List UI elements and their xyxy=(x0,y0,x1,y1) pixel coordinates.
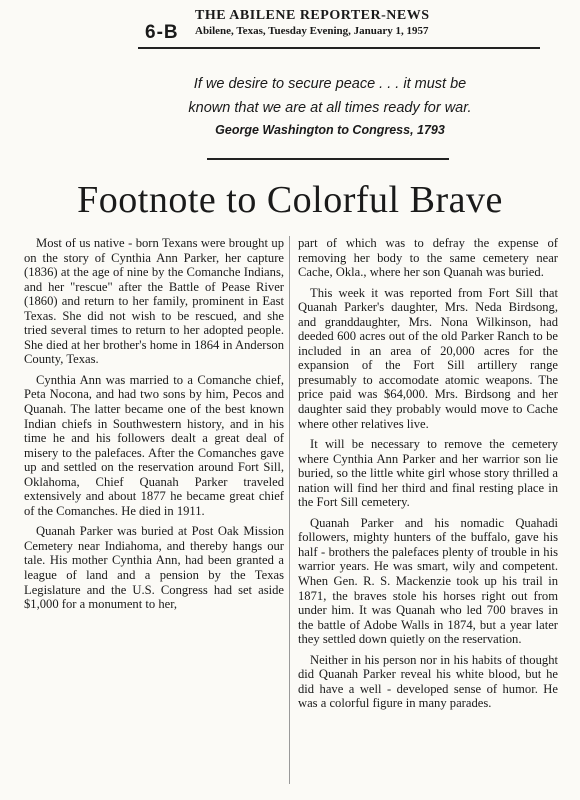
quote-line-1: If we desire to secure peace . . . it must be xyxy=(193,76,467,92)
paragraph: Quanah Parker was buried at Post Oak Mission Cemetery near Indiahoma, and thereby hangs our tale. His mother Cynthia Ann, had been granted a league of land and a pension by the Texas Legislature and the U.S. Congress had set aside $1,000 for a monument to her, xyxy=(24,524,284,612)
quote-line-2: known that we are at all times ready for war. xyxy=(188,100,472,116)
paper-name: THE ABILENE REPORTER-NEWS xyxy=(195,8,430,23)
paragraph: Neither in his person nor in his habits of thought did Quanah Parker reveal his white blood, but he did have a well - developed sense of humor. He was a colorful figure in many parades. xyxy=(298,652,558,711)
quote-attribution: George Washington to Congress, 1793 xyxy=(215,123,445,137)
paragraph: Cynthia Ann was married to a Comanche chief, Peta Nocona, and had two sons by him, Pecos and Quanah. The latter became one of the best known Indian chiefs in Southwestern history, and in his time he and his followers dealt a great deal of misery to the palefaces. After the Comanches gave up and settled on the reservation around Fort Sill, Oklahoma, Chief Quanah Parker traveled extensively and about 1877 he became great chief of the Comanches. He died in 1911. xyxy=(24,372,284,518)
masthead xyxy=(195,8,495,37)
page-number: 6-B xyxy=(145,22,179,43)
quote-rule xyxy=(207,158,449,160)
paragraph: part of which was to defray the expense of removing her body to the same cemetery near Cache, Okla., where her son Quanah was buried. xyxy=(298,236,558,280)
paragraph: Quanah Parker and his nomadic Quahadi followers, mighty hunters of the buffalo, gave his half - brothers the palefaces plenty of trouble in his warrior years. He was smart, wily and competent. When Gen. R. S. Mackenzie took up his trail in 1871, the braves stole his horses right out from under him. It was Quanah who led 700 braves in the battle of Adobe Walls in 1874, but a year later they settled down quietly on the reservation. xyxy=(298,515,558,647)
editorial-quote xyxy=(140,72,520,137)
column-divider xyxy=(289,236,290,784)
masthead-rule xyxy=(138,47,540,49)
paragraph: It will be necessary to remove the cemetery where Cynthia Ann Parker and her warrior son lie buried, so the little white girl whose story thrilled a nation will find her third and final resting place in the Fort Sill cemetery. xyxy=(298,437,558,510)
article-column-right xyxy=(298,236,558,717)
article-column-left xyxy=(24,236,284,618)
paragraph: This week it was reported from Fort Sill that Quanah Parker's daughter, Mrs. Neda Birdsong, and granddaughter, Mrs. Nona Wilkinson, had deeded 600 acres out of the old Parker Ranch to be included in an area of 20,000 acres for the expansion of the Fort Sill artillery range presumably to accomodate atomic weapons. The price paid was $64,000. Mrs. Birdsong and her daughter said they probably would move to Cache where other relatives live. xyxy=(298,285,558,431)
paragraph: Most of us native - born Texans were brought up on the story of Cynthia Ann Parker, her capture (1836) at the age of nine by the Comanche Indians, and her "rescue" after the Battle of Pease River (1860) and return to her family, prominent in East Texas. She did not wish to be rescued, and she tried several times to return to her adopted people. She died at her brother's home in 1864 in Anderson County, Texas. xyxy=(24,236,284,367)
headline: Footnote to Colorful Brave xyxy=(77,179,503,221)
dateline: Abilene, Texas, Tuesday Evening, January 1, 1957 xyxy=(195,25,429,37)
